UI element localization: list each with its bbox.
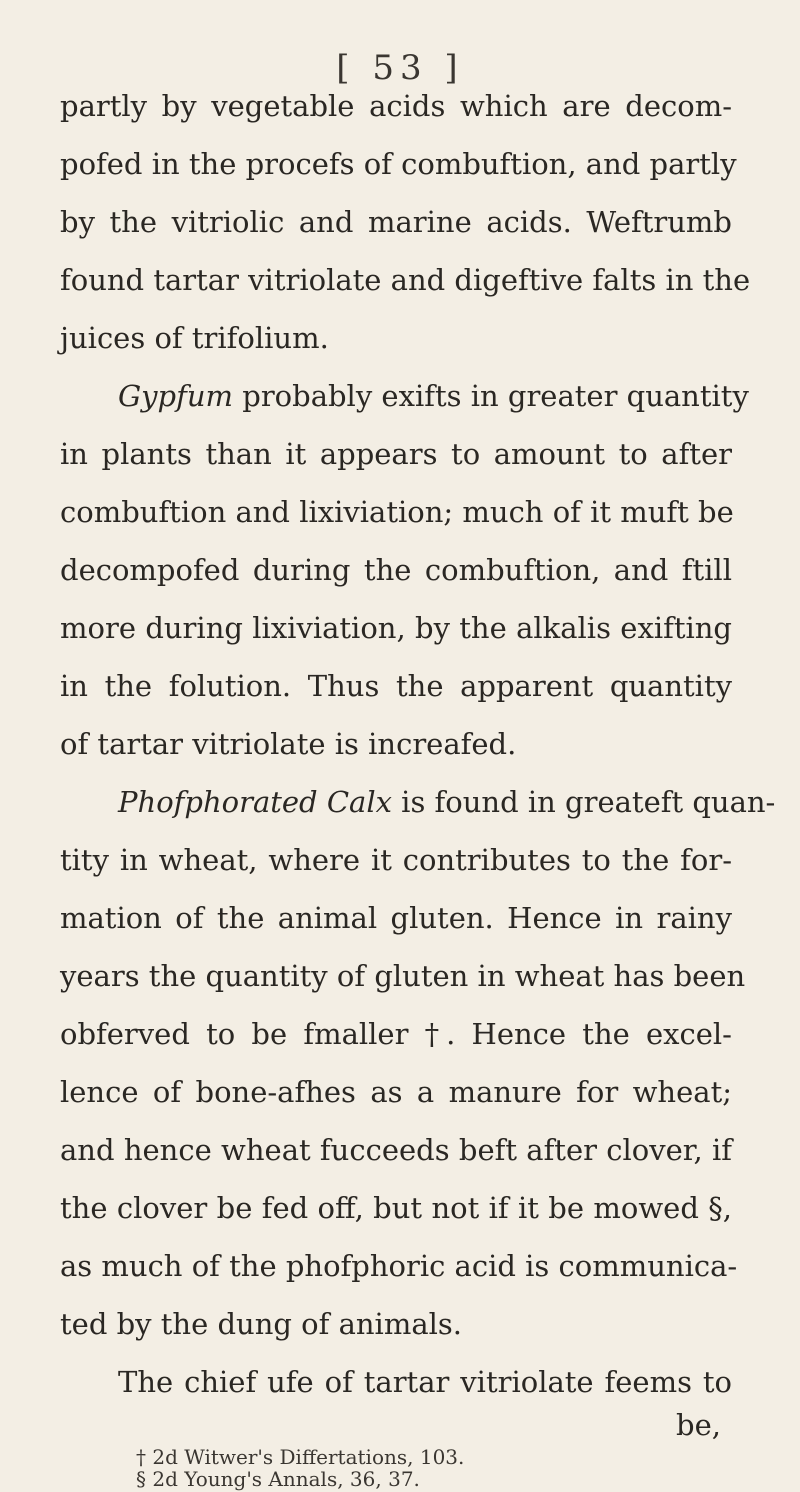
text-line: in the folution. Thus the apparent quantity [60, 669, 732, 703]
paragraph-gypsum-first-line [118, 378, 749, 414]
page-number: [ 53 ] [336, 48, 464, 88]
text-line: juices of trifolium. [60, 321, 329, 355]
text-line: the clover be fed off, but not if it be mowed §, [60, 1191, 732, 1225]
text-line: obferved to be fmaller †. Hence the excel- [60, 1017, 732, 1051]
text-line: pofed in the procefs of combuftion, and partly [60, 147, 737, 181]
text-line: decompofed during the combuftion, and ftill [60, 553, 732, 587]
footnote: § 2d Young's Annals, 36, 37. [136, 1467, 420, 1491]
text-line: The chief ufe of tartar vitriolate feems to [118, 1365, 732, 1399]
text-line: by the vitriolic and marine acids. Weftrumb [60, 205, 732, 239]
footnote: † 2d Witwer's Differtations, 103. [136, 1445, 465, 1469]
text-line: is found in greateft quan- [401, 785, 776, 819]
text-line: years the quantity of gluten in wheat has been [60, 959, 746, 993]
text-line: and hence wheat fucceeds beft after clover, if [60, 1133, 732, 1167]
text-line: lence of bone-afhes as a manure for wheat; [60, 1075, 732, 1109]
paragraph-calx-first-line [118, 784, 776, 820]
italic-term-calx: Phofphorated Calx [118, 785, 392, 819]
text-line: tity in wheat, where it contributes to the for- [60, 843, 732, 877]
text-line: found tartar vitriolate and digeftive falts in the [60, 263, 751, 297]
text-line: ted by the dung of animals. [60, 1307, 462, 1341]
text-line: partly by vegetable acids which are decom- [60, 89, 732, 123]
text-line: of tartar vitriolate is increafed. [60, 727, 517, 761]
italic-term-gypsum: Gypfum [118, 379, 234, 413]
text-line: more during lixiviation, by the alkalis exifting [60, 611, 732, 645]
text-line: mation of the animal gluten. Hence in rainy [60, 901, 732, 935]
catchword: be, [676, 1408, 721, 1442]
text-line: as much of the phofphoric acid is communica- [60, 1249, 738, 1283]
text-line: in plants than it appears to amount to after [60, 437, 732, 471]
text-line: probably exifts in greater quantity [242, 379, 749, 413]
text-line: combuftion and lixiviation; much of it muft be [60, 495, 734, 529]
